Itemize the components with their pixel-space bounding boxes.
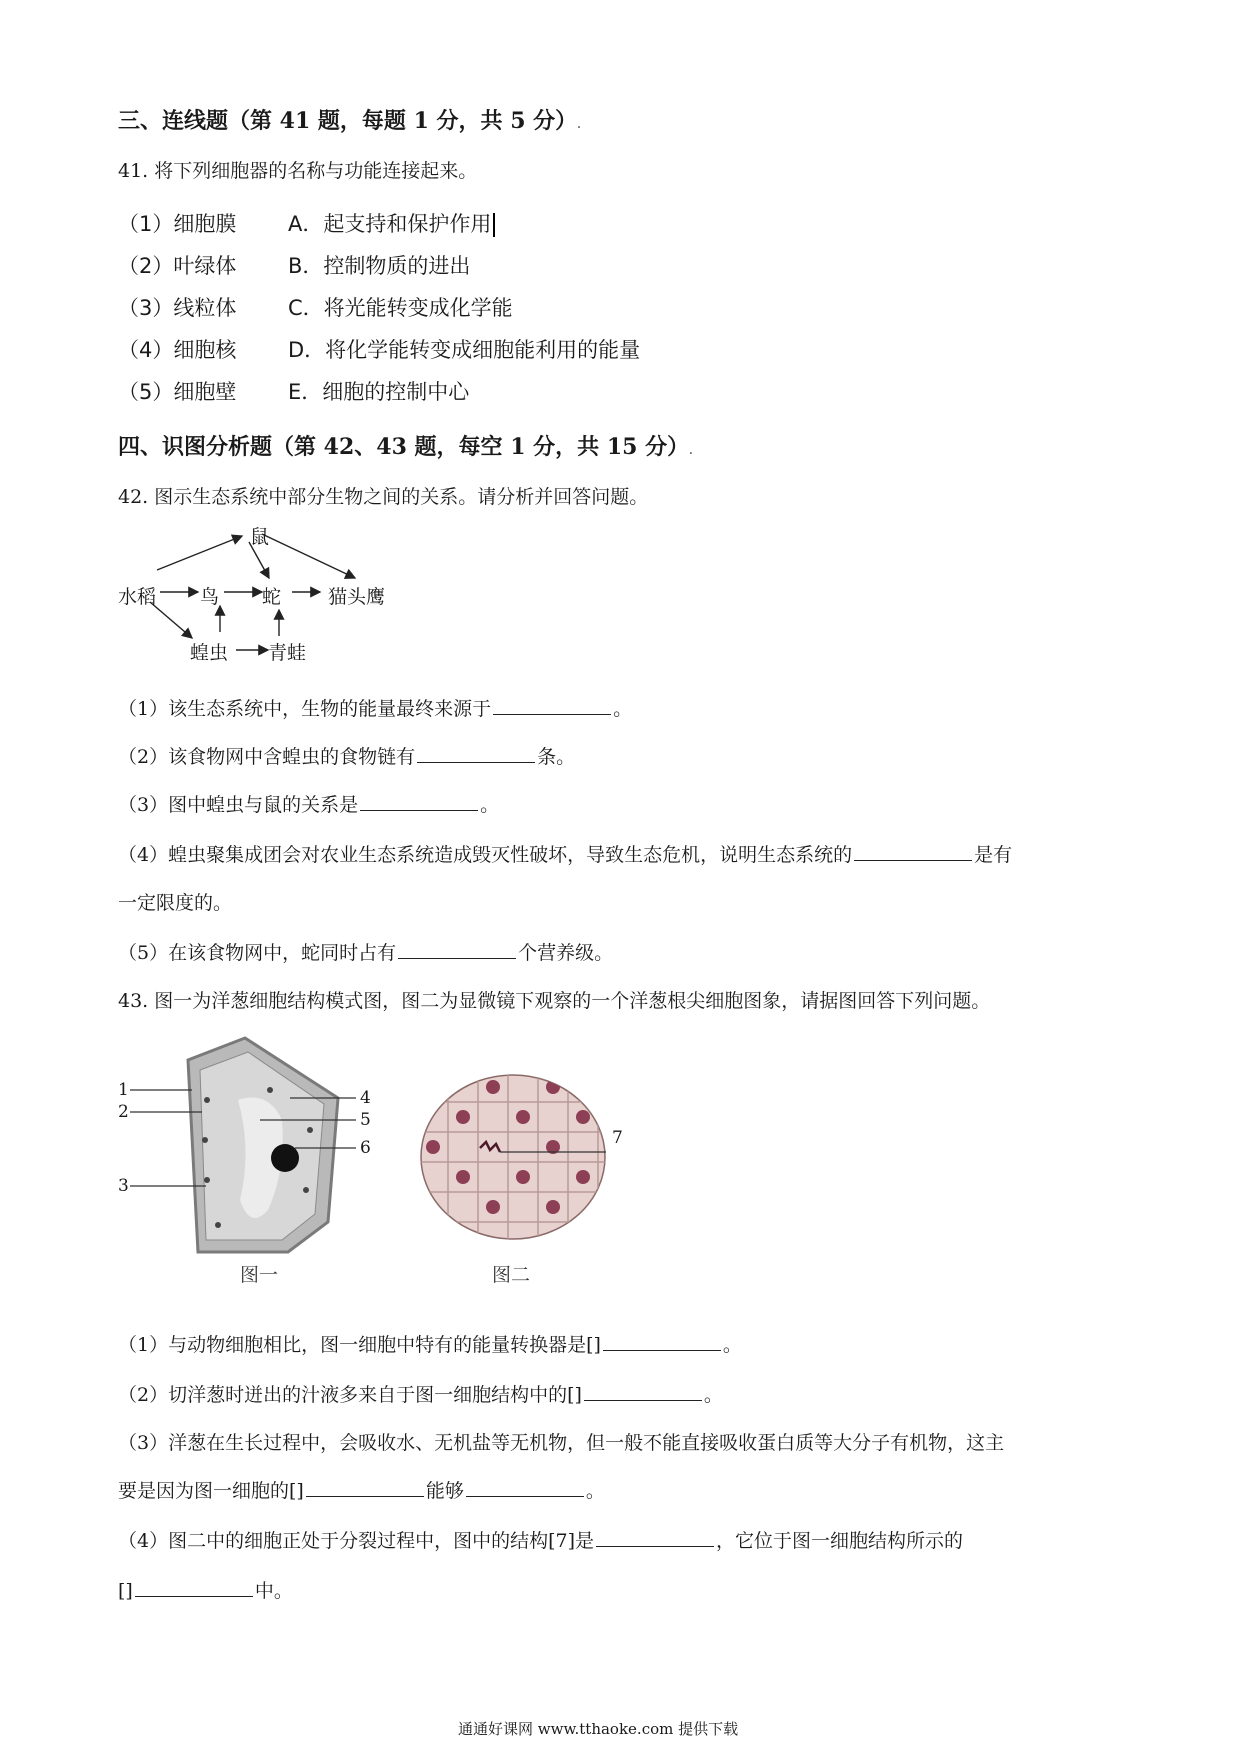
q43-sub4-mid: ，它位于图一细胞结构所示的 xyxy=(716,1530,964,1552)
q42-sub2-end: 条。 xyxy=(537,746,576,768)
q41-left-4: （4）细胞核 xyxy=(118,338,237,362)
q41-left-3: （3）线粒体 xyxy=(118,296,237,320)
answer-blank[interactable] xyxy=(135,1578,253,1597)
q43-stem: 43. 图一为洋葱细胞结构模式图，图二为显微镜下观察的一个洋葱根尖细胞图象，请据图回答下列问题。 xyxy=(118,990,991,1012)
q43-sub3-text2: 要是因为图一细胞的[] xyxy=(118,1480,304,1502)
arrow-mouse-owl xyxy=(262,534,355,578)
section3-title-text: 三、连线题（第 41 题，每题 1 分，共 5 分） xyxy=(118,108,578,134)
q43-sub1-end: 。 xyxy=(722,1334,742,1356)
web-snake: 蛇 xyxy=(262,586,282,608)
arrow-rice-mouse xyxy=(157,536,242,570)
chloroplast-dot xyxy=(303,1187,309,1193)
section4-title-text: 四、识图分析题（第 42、43 题，每空 1 分，共 15 分） xyxy=(118,434,690,460)
chloroplast-dot xyxy=(267,1087,273,1093)
chloroplast-dot xyxy=(204,1177,210,1183)
answer-blank[interactable] xyxy=(306,1478,424,1497)
q41-right-a-text: A．起支持和保护作用 xyxy=(288,212,492,236)
root-tip-micrograph xyxy=(418,1072,648,1242)
q43-sub4-end: 中。 xyxy=(254,1580,293,1602)
q41-right-a xyxy=(288,208,495,238)
q41-left-5: （5）细胞壁 xyxy=(118,380,237,404)
onion-cell-diagram xyxy=(110,1030,390,1270)
q41-left-2: （2）叶绿体 xyxy=(118,254,237,278)
q42-sub3-end: 。 xyxy=(480,794,500,816)
fig1-label-3: 3 xyxy=(118,1176,129,1196)
answer-blank[interactable] xyxy=(417,744,535,763)
section3-title: 三、连线题（第 41 题，每题 1 分，共 5 分）. xyxy=(118,108,581,134)
web-frog: 青蛙 xyxy=(268,642,307,664)
q43-sub2 xyxy=(118,1380,723,1407)
q43-sub2-text: （2）切洋葱时迸出的汁液多来自于图一细胞结构中的[] xyxy=(118,1384,582,1406)
q41-right-b: B．控制物质的进出 xyxy=(288,254,471,278)
q43-sub4-bracket: [] xyxy=(118,1580,133,1602)
arrow-rice-locust xyxy=(150,602,192,638)
chloroplast-dot xyxy=(215,1222,221,1228)
q42-stem: 42. 图示生态系统中部分生物之间的关系。请分析并回答问题。 xyxy=(118,486,649,508)
answer-blank[interactable] xyxy=(584,1382,702,1401)
answer-blank[interactable] xyxy=(466,1478,584,1497)
web-bird: 鸟 xyxy=(200,586,220,608)
q42-sub1-text: （1）该生态系统中，生物的能量最终来源于 xyxy=(118,698,492,720)
footer-source: 通通好课网 www.tthaoke.com 提供下载 xyxy=(458,1720,739,1738)
q43-sub3-cont xyxy=(118,1476,605,1503)
chloroplast-dot xyxy=(202,1137,208,1143)
answer-blank[interactable] xyxy=(493,696,611,715)
q43-sub1-text: （1）与动物细胞相比，图一细胞中特有的能量转换器是[] xyxy=(118,1334,601,1356)
q43-sub4-cont xyxy=(118,1576,293,1603)
q42-sub4 xyxy=(118,840,1012,867)
fig1-label-5: 5 xyxy=(360,1110,371,1130)
web-owl: 猫头鹰 xyxy=(328,586,386,608)
web-rice: 水稻 xyxy=(118,586,157,608)
q42-sub3-text: （3）图中蝗虫与鼠的关系是 xyxy=(118,794,359,816)
q43-sub3: （3）洋葱在生长过程中，会吸收水、无机盐等无机物，但一般不能直接吸收蛋白质等大分子有机物，这主 xyxy=(118,1432,1005,1454)
q42-sub2-text: （2）该食物网中含蝗虫的食物链有 xyxy=(118,746,416,768)
web-mouse: 鼠 xyxy=(250,526,270,548)
fig1-caption: 图一 xyxy=(240,1264,279,1286)
answer-blank[interactable] xyxy=(854,842,972,861)
chloroplast-dot xyxy=(204,1097,210,1103)
answer-blank[interactable] xyxy=(596,1528,714,1547)
q42-sub4-text: （4）蝗虫聚集成团会对农业生态系统造成毁灭性破坏，导致生态危机，说明生态系统的 xyxy=(118,844,853,866)
q41-right-d: D．将化学能转变成细胞能利用的能量 xyxy=(288,338,641,362)
nucleus xyxy=(271,1144,299,1172)
text-cursor xyxy=(493,213,495,237)
chloroplast-dot xyxy=(307,1127,313,1133)
fig2-label-7: 7 xyxy=(612,1128,623,1148)
q42-sub5-text: （5）在该食物网中，蛇同时占有 xyxy=(118,942,397,964)
section4-title: 四、识图分析题（第 42、43 题，每空 1 分，共 15 分）. xyxy=(118,434,693,460)
fig1-label-1: 1 xyxy=(118,1080,129,1100)
q42-sub5 xyxy=(118,938,613,965)
q42-sub1-end: 。 xyxy=(613,698,633,720)
answer-blank[interactable] xyxy=(398,940,516,959)
q43-sub4-text: （4）图二中的细胞正处于分裂过程中，图中的结构[7]是 xyxy=(118,1530,595,1552)
q41-right-c: C．将光能转变成化学能 xyxy=(288,296,513,320)
q41-left-1: （1）细胞膜 xyxy=(118,212,237,236)
q41-right-e: E．细胞的控制中心 xyxy=(288,380,470,404)
q43-sub3-text3: 能够 xyxy=(425,1480,464,1502)
fig1-label-2: 2 xyxy=(118,1102,129,1122)
q43-sub1 xyxy=(118,1330,742,1357)
answer-blank[interactable] xyxy=(603,1332,721,1351)
q42-sub4-cont: 一定限度的。 xyxy=(118,892,233,914)
q42-sub2 xyxy=(118,742,575,769)
q41-stem: 41. 将下列细胞器的名称与功能连接起来。 xyxy=(118,160,478,182)
q42-sub5-end: 个营养级。 xyxy=(518,942,614,964)
q43-sub4 xyxy=(118,1526,963,1553)
answer-blank[interactable] xyxy=(360,792,478,811)
q43-sub2-end: 。 xyxy=(703,1384,723,1406)
q42-sub1 xyxy=(118,694,632,721)
fig1-label-6: 6 xyxy=(360,1138,371,1158)
web-locust: 蝗虫 xyxy=(190,642,229,664)
q43-sub3-end: 。 xyxy=(585,1480,605,1502)
fig1-label-4: 4 xyxy=(360,1088,371,1108)
q42-sub3 xyxy=(118,790,499,817)
q42-sub4-mid: 是有 xyxy=(974,844,1013,866)
fig2-caption: 图二 xyxy=(492,1264,531,1286)
